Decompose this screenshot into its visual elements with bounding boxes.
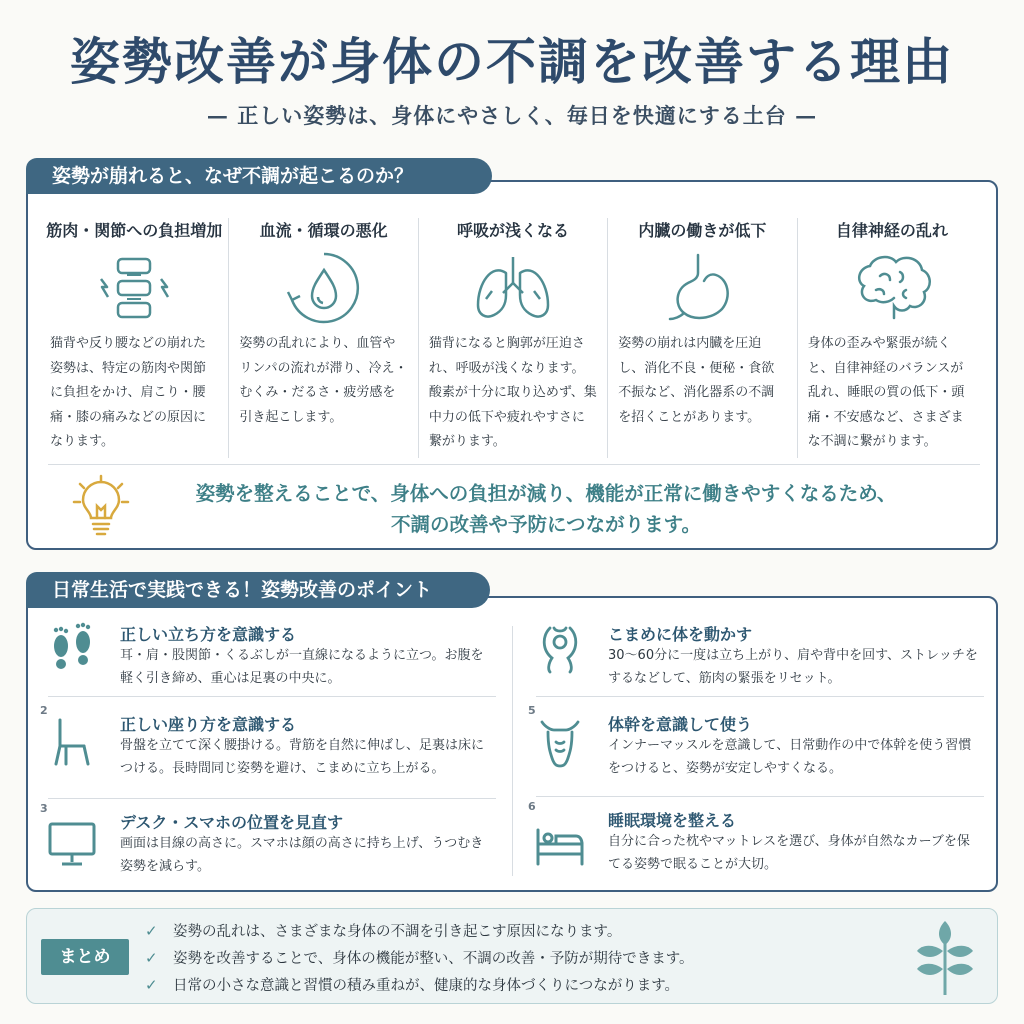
divider	[536, 696, 984, 697]
tip-title: デスク・スマホの位置を見直す	[120, 813, 344, 832]
tip-title: 正しい座り方を意識する	[120, 715, 297, 734]
tip-text: 画面は目線の高さに。スマホは顔の高さに持ち上げ、うつむき姿勢を減らす。	[120, 836, 484, 874]
leaf-icon	[913, 917, 977, 997]
cause-text: 猫背や反り腰などの崩れた姿勢は、特定の筋肉や関節に負担をかけ、肩こり・腰痛・膝の痛みなどの原因になります。	[50, 336, 207, 449]
summary-item	[145, 944, 694, 971]
tip-number: 2	[40, 704, 48, 717]
cause-title: 自律神経の乱れ	[835, 221, 948, 240]
tip-title: 睡眠環境を整える	[608, 811, 737, 830]
brain-icon	[850, 252, 934, 324]
divider	[48, 798, 496, 799]
cause-text: 猫背になると胸郭が圧迫され、呼吸が浅くなります。酸素が十分に取り込めず、集中力の低下や疲れやすさに繋がります。	[428, 336, 597, 449]
key-message-line1: 姿勢を整えることで、身体への負担が減り、機能が正常に働きやすくなるため、	[195, 482, 897, 505]
summary-item	[145, 971, 694, 998]
cause-text: 姿勢の崩れは内臓を圧迫し、消化不良・便秘・食欲不振など、消化器系の不調を招くことがあります。	[618, 336, 775, 425]
cause-text: 身体の歪みや緊張が続くと、自律神経のバランスが乱れ、睡眠の質の低下・頭痛・不安感など、さまざまな不調に繋がります。	[807, 336, 965, 449]
key-message-line2: 不調の改善や予防につながります。	[390, 513, 702, 536]
tip-title: 正しい立ち方を意識する	[120, 625, 297, 644]
summary-item-text: 姿勢を改善することで、身体の機能が整い、不調の改善・予防が期待できます。	[173, 951, 694, 967]
tips-grid	[28, 616, 996, 886]
stretch-icon	[534, 622, 586, 674]
tip-text: インナーマッスルを意識して、日常動作の中で体幹を使う習慣をつけると、姿勢が安定しやすくなる。	[608, 738, 972, 776]
divider	[48, 464, 980, 465]
footprints-icon	[46, 622, 98, 674]
section1-heading: 姿勢が崩れると、なぜ不調が起こるのか？	[26, 158, 492, 194]
tip-number: 5	[528, 704, 536, 717]
causes-panel	[26, 180, 998, 550]
stomach-icon	[662, 251, 742, 325]
check-icon: ✓	[145, 948, 158, 967]
cause-organs	[607, 218, 796, 458]
cause-title: 内臓の働きが低下	[638, 221, 767, 240]
cause-text: 姿勢の乱れにより、血管やリンパの流れが滞り、冷え・むくみ・だるさ・疲労感を引き起こします。	[239, 336, 408, 425]
lungs-icon	[470, 253, 556, 323]
divider	[536, 796, 984, 797]
section2-heading: 日常生活で実践できる！姿勢改善のポイント	[26, 572, 490, 608]
tip-text: 30〜60分に一度は立ち上がり、肩や背中を回す、ストレッチをするなどして、筋肉の緊張をリセット。	[608, 648, 978, 686]
lightbulb-icon	[72, 474, 130, 536]
summary-item-text: 姿勢の乱れは、さまざまな身体の不調を引き起こす原因になります。	[173, 924, 622, 940]
cause-muscle-joint	[40, 218, 228, 458]
summary-panel	[26, 908, 998, 1004]
summary-item	[145, 917, 694, 944]
cause-breathing	[418, 218, 607, 458]
tip-text: 自分に合った枕やマットレスを選び、身体が自然なカーブを保てる姿勢で眠ることが大切。	[608, 834, 970, 872]
check-icon: ✓	[145, 975, 158, 994]
summary-label: まとめ	[41, 939, 129, 975]
summary-list	[145, 917, 694, 998]
cause-title: 呼吸が浅くなる	[457, 221, 570, 240]
tips-panel	[26, 596, 998, 892]
bed-icon	[534, 820, 586, 872]
cause-autonomic	[797, 218, 986, 458]
tip-text: 耳・肩・股関節・くるぶしが一直線になるように立つ。お腹を軽く引き締め、重心は足裏の中央に。	[120, 648, 484, 686]
tip-number: 3	[40, 802, 48, 815]
cause-blood-flow	[228, 218, 417, 458]
tip-title: こまめに体を動かす	[608, 625, 753, 644]
page-title: 姿勢改善が身体の不調を改善する理由	[70, 32, 954, 91]
monitor-icon	[46, 818, 98, 870]
chair-icon	[46, 716, 98, 768]
blood-drop-icon	[284, 250, 364, 326]
tip-text: 骨盤を立てて深く腰掛ける。背筋を自然に伸ばし、足裏は床につける。長時間同じ姿勢を避け、こまめに立ち上がる。	[120, 738, 485, 776]
page-subtitle: — 正しい姿勢は、身体にやさしく、毎日を快適にする土台 —	[206, 103, 818, 128]
divider	[48, 696, 496, 697]
torso-icon	[534, 718, 586, 770]
causes-row	[40, 218, 986, 458]
tip-number: 6	[528, 800, 536, 813]
cause-title: 筋肉・関節への負担増加	[46, 221, 223, 240]
key-message	[136, 478, 956, 540]
spine-icon	[91, 253, 177, 323]
summary-item-text: 日常の小さな意識と習慣の積み重ねが、健康的な身体づくりにつながります。	[173, 978, 680, 994]
column-divider	[512, 626, 513, 876]
cause-title: 血流・循環の悪化	[259, 221, 388, 240]
check-icon: ✓	[145, 921, 158, 940]
tip-title: 体幹を意識して使う	[608, 715, 753, 734]
